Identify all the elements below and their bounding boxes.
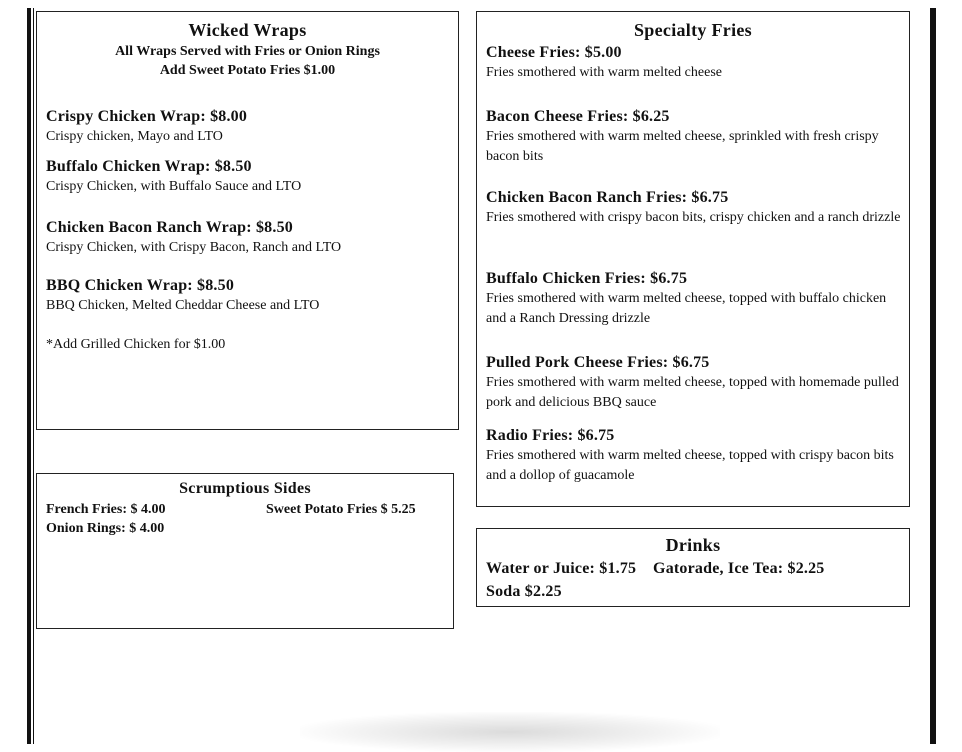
- fries-title: Specialty Fries: [634, 20, 752, 40]
- page-left-border: [27, 8, 31, 744]
- fries-item: [486, 188, 901, 228]
- wrap-item: [46, 276, 450, 316]
- fries-item-title: Pulled Pork Cheese Fries: $6.75: [486, 354, 710, 371]
- fries-item-title: Cheese Fries: $5.00: [486, 44, 622, 61]
- wraps-subtitle-2: Add Sweet Potato Fries $1.00: [159, 63, 336, 78]
- wrap-item: [46, 218, 450, 258]
- drinks-title: Drinks: [665, 535, 721, 555]
- fries-item-desc: Fries smothered with warm melted cheese: [486, 65, 722, 80]
- wrap-item-title: Buffalo Chicken Wrap: $8.50: [46, 158, 252, 175]
- fries-item-desc: Fries smothered with crispy bacon bits, crispy chicken and a ranch drizzle: [486, 210, 901, 225]
- wraps-title: Wicked Wraps: [188, 20, 307, 40]
- drinks-line-2: Soda $2.25: [486, 583, 562, 600]
- fries-item: [486, 269, 901, 329]
- wrap-item-title: BBQ Chicken Wrap: $8.50: [46, 277, 235, 294]
- drinks-panel: [476, 528, 910, 607]
- fries-item-title: Radio Fries: $6.75: [486, 427, 615, 444]
- wrap-item: [46, 157, 450, 197]
- sides-french-fries: French Fries: $ 4.00: [46, 502, 166, 517]
- fries-item: [486, 43, 901, 83]
- wrap-item-title: Chicken Bacon Ranch Wrap: $8.50: [46, 219, 293, 236]
- wrap-item: [46, 107, 450, 147]
- page-bottom-shadow: [300, 712, 720, 752]
- wrap-item-desc: Crispy Chicken, with Crispy Bacon, Ranch and LTO: [46, 240, 342, 255]
- fries-item: [486, 426, 901, 486]
- fries-item-title: Buffalo Chicken Fries: $6.75: [486, 270, 688, 287]
- sides-sweet-potato-fries: Sweet Potato Fries $ 5.25: [266, 502, 416, 517]
- wrap-item-desc: Crispy Chicken, with Buffalo Sauce and LTO: [46, 179, 302, 194]
- wraps-panel: [36, 11, 459, 430]
- wrap-item-desc: BBQ Chicken, Melted Cheddar Cheese and LTO: [46, 298, 320, 313]
- fries-item: [486, 107, 901, 167]
- page-left-border-thin: [33, 8, 34, 744]
- fries-item-title: Bacon Cheese Fries: $6.25: [486, 108, 670, 125]
- fries-item-desc: Fries smothered with warm melted cheese, topped with homemade pulled pork and delicious BBQ sauce: [486, 375, 899, 410]
- page-right-border: [930, 8, 936, 744]
- fries-item-title: Chicken Bacon Ranch Fries: $6.75: [486, 189, 729, 206]
- sides-onion-rings: Onion Rings: $ 4.00: [46, 521, 165, 536]
- fries-item-desc: Fries smothered with warm melted cheese, sprinkled with fresh crispy bacon bits: [486, 129, 879, 164]
- wraps-note: *Add Grilled Chicken for $1.00: [46, 337, 226, 352]
- sides-panel: [36, 473, 454, 629]
- fries-item-desc: Fries smothered with warm melted cheese, topped with buffalo chicken and a Ranch Dressing drizzle: [486, 291, 887, 326]
- fries-item-desc: Fries smothered with warm melted cheese, topped with crispy bacon bits and a dollop of guacamole: [486, 448, 894, 483]
- fries-panel: [476, 11, 910, 507]
- wraps-subtitle-1: All Wraps Served with Fries or Onion Rings: [115, 44, 380, 59]
- wrap-item-title: Crispy Chicken Wrap: $8.00: [46, 108, 248, 125]
- wrap-item-desc: Crispy chicken, Mayo and LTO: [46, 129, 223, 144]
- fries-item: [486, 353, 901, 413]
- drinks-line-1: Water or Juice: $1.75 Gatorade, Ice Tea: $2.25: [486, 560, 825, 577]
- sides-title: Scrumptious Sides: [179, 480, 311, 497]
